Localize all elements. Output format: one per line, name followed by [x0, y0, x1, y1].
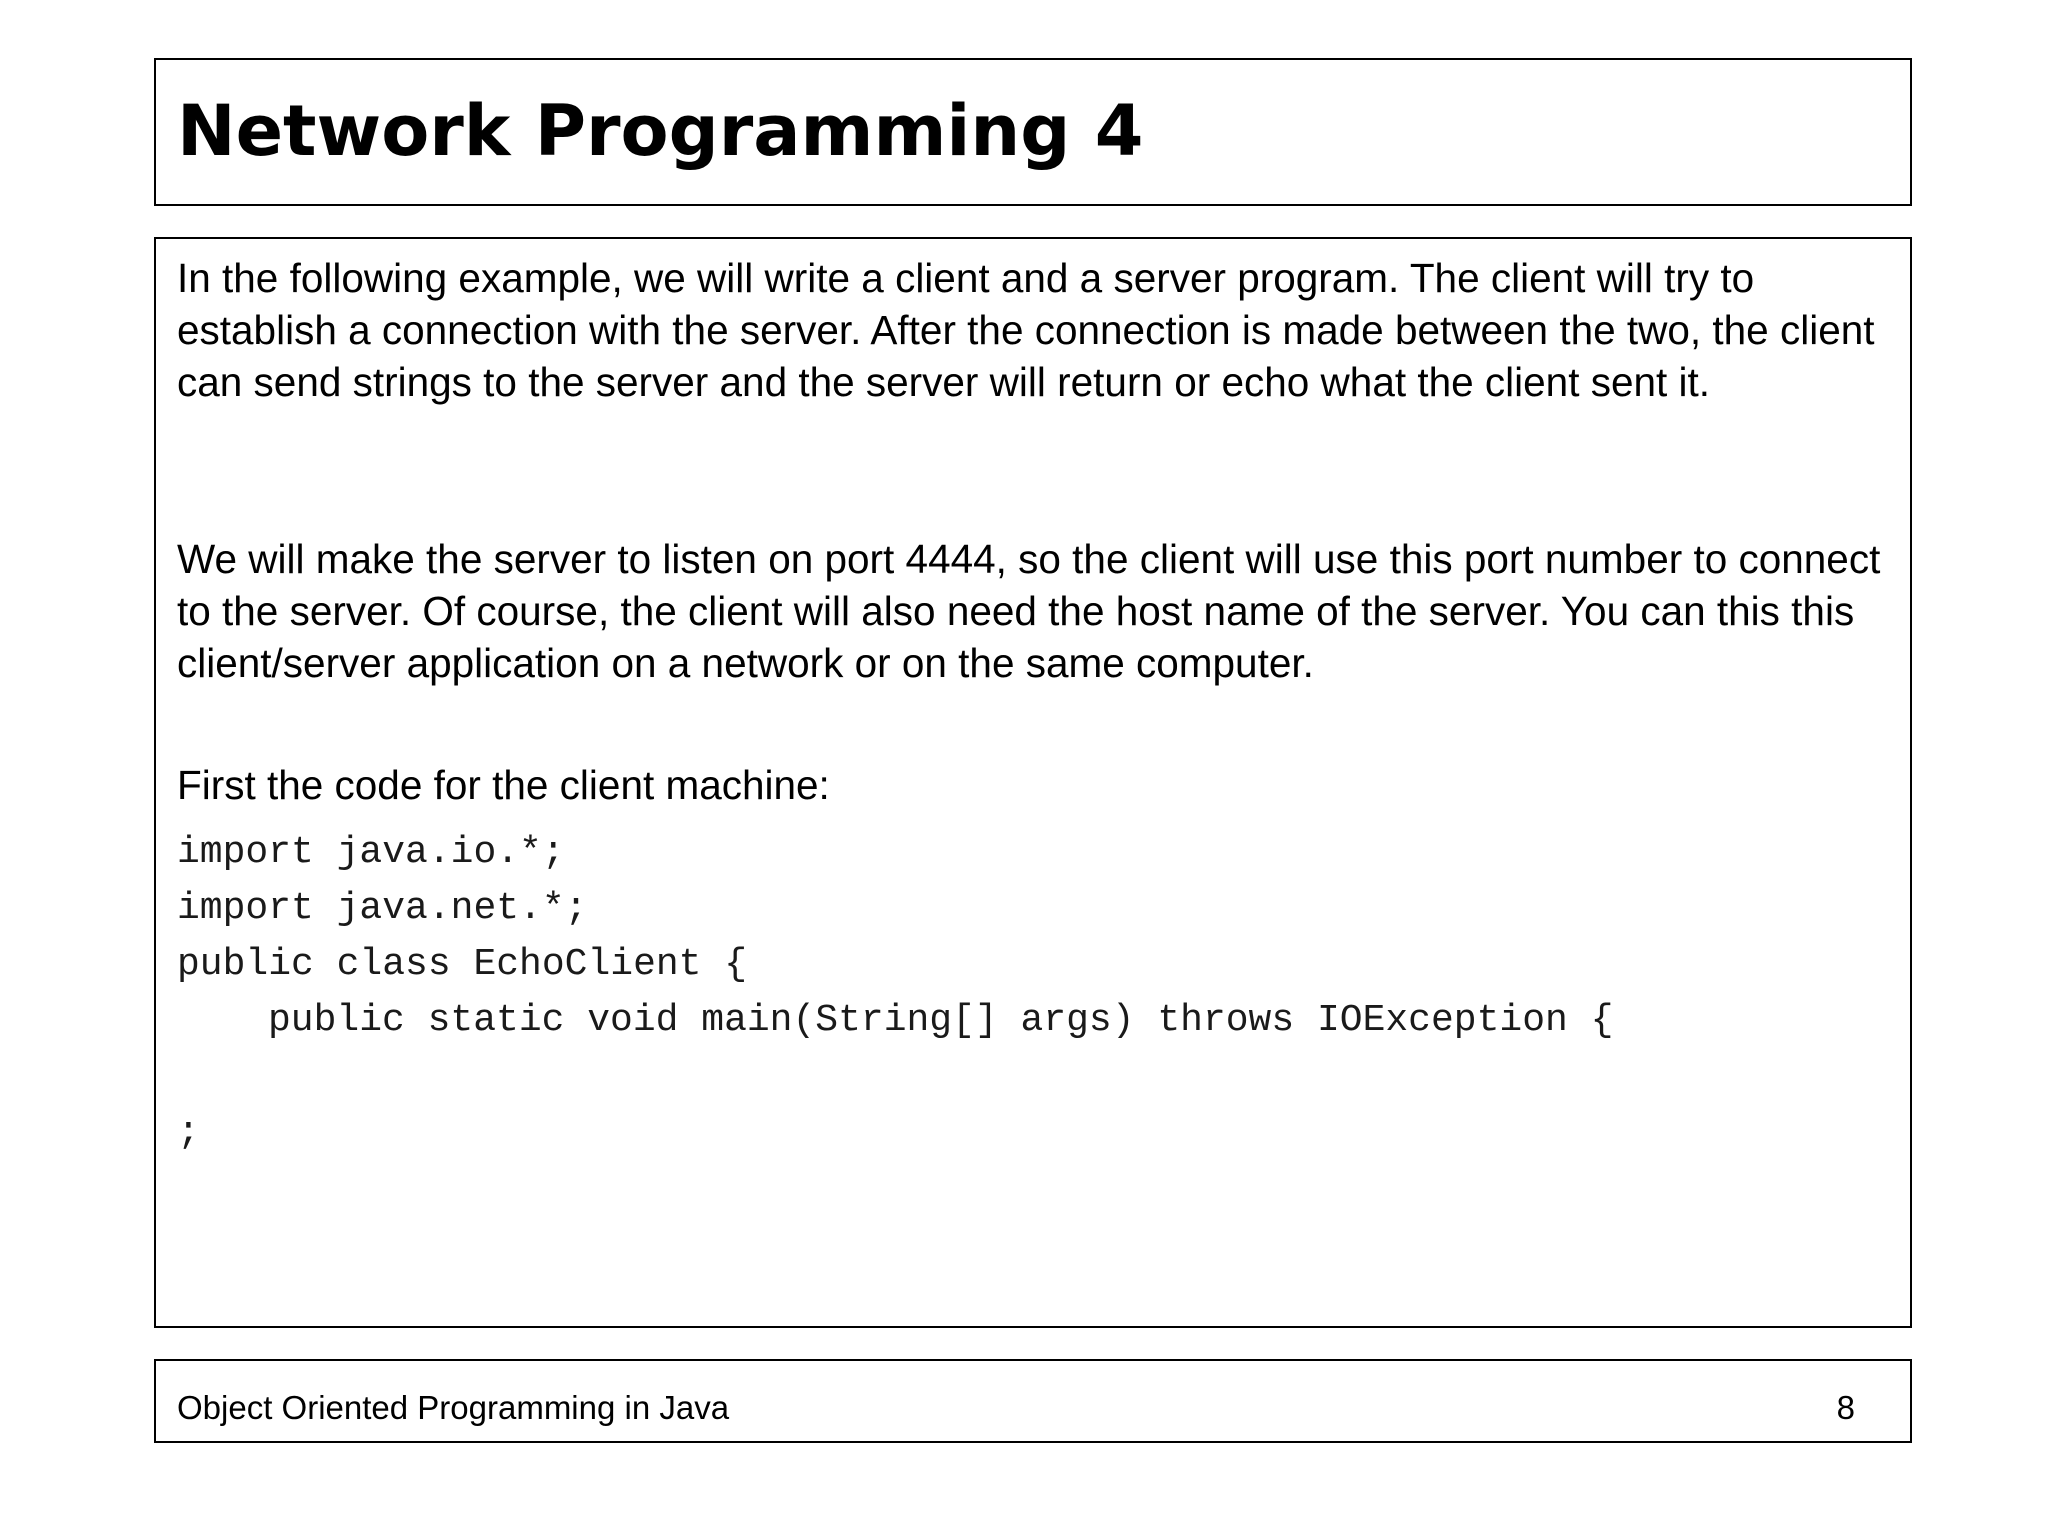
slide-footer — [154, 1359, 1912, 1443]
slide-title: Network Programming 4 — [177, 90, 1144, 172]
slide-title-box — [154, 58, 1912, 206]
code-line: public static void main(String[] args) throws IOException { — [268, 999, 1614, 1042]
footer-page-number: 8 — [1836, 1389, 1855, 1426]
intro-paragraph: In the following example, we will write a client and a server program. The client will try to establish a connection with the server. After the connection is made between the two, the client can send strings to the server and the server will return or echo what the client sent it. — [177, 255, 1875, 405]
code-line: ; — [177, 1111, 200, 1154]
code-line: public class EchoClient { — [177, 943, 748, 986]
port-paragraph: We will make the server to listen on port 4444, so the client will use this port number to connect to the server. Of course, the client will also need the host name of the server. You can this this client/server application on a network or on the same computer. — [177, 536, 1881, 686]
code-line: import java.io.*; — [177, 831, 565, 874]
footer-course-title: Object Oriented Programming in Java — [177, 1389, 730, 1426]
slide-content-box — [154, 237, 1912, 1328]
code-line: import java.net.*; — [177, 887, 588, 930]
client-code-intro: First the code for the client machine: — [177, 762, 830, 808]
